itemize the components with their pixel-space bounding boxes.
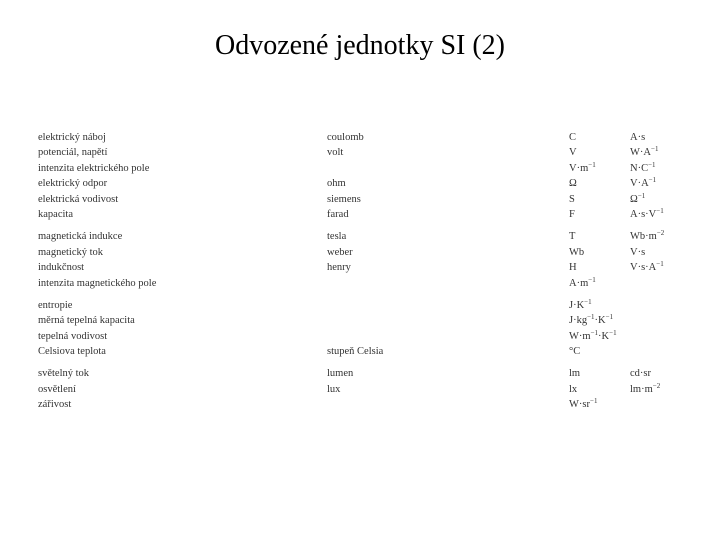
quantity-name: zářivost — [38, 399, 72, 411]
unit-name: weber — [327, 246, 353, 258]
unit-symbol: C — [569, 132, 577, 143]
quantity-name: kapacita — [38, 208, 73, 220]
unit-name: ohm — [327, 178, 346, 190]
table-row — [38, 229, 688, 244]
table-row — [38, 298, 688, 313]
quantity-name: indukčnost — [38, 262, 85, 274]
page-title: Odvozené jednotky SI (2) — [214, 30, 506, 61]
unit-name: lumen — [327, 368, 354, 380]
table-row — [38, 382, 688, 397]
unit-group — [38, 229, 688, 291]
quantity-name: potenciál, napětí — [38, 147, 108, 159]
unit-expression: $V\cdot s\cdot A^{-1}$ — [630, 260, 664, 274]
unit-name: stupeň Celsia — [327, 346, 384, 358]
unit-expression: $A\cdot s\cdot V^{-1}$ — [630, 206, 664, 220]
unit-name: tesla — [327, 231, 347, 243]
unit-symbol: $A\cdot m^{-1}$ — [569, 275, 596, 289]
unit-expression: V·s — [630, 246, 646, 258]
unit-symbol: $W\cdot m^{-1}\cdot K^{-1}$ — [569, 328, 617, 342]
unit-expression: $\Omega^{-1}$ — [630, 191, 646, 205]
unit-symbol: $W\cdot sr^{-1}$ — [569, 397, 598, 411]
unit-symbol: T — [569, 231, 576, 243]
table-row — [38, 366, 688, 381]
unit-name: volt — [327, 147, 344, 159]
table-row — [38, 260, 688, 275]
unit-expression: $W\cdot A^{-1}$ — [630, 145, 659, 159]
unit-expression: $Wb\cdot m^{-2}$ — [630, 229, 665, 243]
unit-symbol: Wb — [569, 246, 585, 258]
table-row — [38, 161, 688, 176]
unit-expression: $lm\cdot m^{-2}$ — [630, 381, 661, 395]
unit-symbol: lm — [569, 368, 581, 380]
unit-name: henry — [327, 262, 351, 274]
unit-expression: cd·sr — [630, 368, 651, 380]
unit-symbol: V — [569, 147, 577, 159]
quantity-name: intenzita elektrického pole — [38, 162, 150, 174]
table-row — [38, 344, 688, 359]
quantity-name: osvětlení — [38, 383, 76, 395]
table-row — [38, 207, 688, 222]
quantity-name: magnetická indukce — [38, 231, 123, 243]
quantity-name: intenzita magnetického pole — [38, 277, 157, 289]
unit-name: coulomb — [327, 132, 364, 143]
unit-symbol: lx — [569, 383, 578, 395]
unit-group — [38, 130, 688, 222]
unit-expression: A·s — [630, 132, 646, 143]
table-row — [38, 192, 688, 207]
unit-expression: $N\cdot C^{-1}$ — [630, 160, 656, 174]
unit-symbol: F — [569, 208, 575, 220]
units-table — [38, 130, 688, 420]
unit-symbol: °C — [569, 346, 581, 358]
quantity-name: měrná tepelná kapacita — [38, 315, 135, 327]
table-row — [38, 276, 688, 291]
quantity-name: elektrický náboj — [38, 132, 106, 143]
table-row — [38, 245, 688, 260]
quantity-name: elektrický odpor — [38, 178, 108, 190]
unit-name: siemens — [327, 193, 361, 205]
unit-symbol: $V\cdot m^{-1}$ — [569, 160, 596, 174]
unit-name: lux — [327, 383, 341, 395]
unit-symbol: $J\cdot K^{-1}$ — [569, 297, 592, 311]
unit-group — [38, 366, 688, 412]
table-row — [38, 176, 688, 191]
unit-group — [38, 298, 688, 360]
unit-expression: $V\cdot A^{-1}$ — [630, 176, 657, 190]
table-row — [38, 145, 688, 160]
quantity-name: magnetický tok — [38, 246, 104, 258]
quantity-name: Celsiova teplota — [38, 346, 106, 358]
quantity-name: tepelná vodivost — [38, 330, 108, 342]
unit-symbol: S — [569, 193, 575, 205]
table-row — [38, 397, 688, 412]
unit-name: farad — [327, 208, 349, 220]
table-row — [38, 313, 688, 328]
unit-symbol: H — [569, 262, 577, 274]
table-row — [38, 329, 688, 344]
quantity-name: entropie — [38, 299, 73, 311]
quantity-name: světelný tok — [38, 368, 90, 380]
table-row — [38, 130, 688, 145]
quantity-name: elektrická vodivost — [38, 193, 119, 205]
unit-symbol: $J\cdot kg^{-1}\cdot K^{-1}$ — [569, 313, 614, 327]
unit-symbol: Ω — [569, 178, 577, 190]
